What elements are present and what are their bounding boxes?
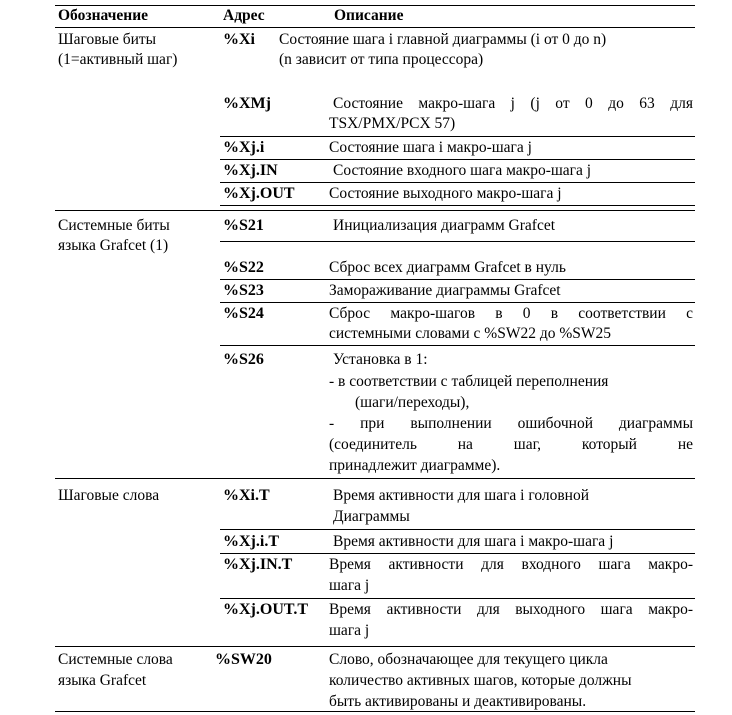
rule-group bbox=[55, 210, 695, 211]
rule bbox=[220, 241, 695, 242]
description-cell: Сброс макро-шагов в 0 в соответствии с bbox=[329, 305, 693, 322]
description-cell: Время активности для шага i макро-шага j bbox=[333, 533, 614, 550]
description-cell: Время активности для выходного шага макро- bbox=[329, 601, 693, 618]
group-label: (1=активный шаг) bbox=[58, 51, 178, 68]
rule-group bbox=[55, 646, 695, 647]
rule bbox=[220, 302, 695, 303]
description-cell: Сброс всех диаграмм Grafcet в нуль bbox=[329, 259, 566, 276]
address-cell: %Xj.i.T bbox=[223, 533, 279, 550]
rule bbox=[220, 159, 695, 160]
rule bbox=[220, 598, 695, 599]
address-cell: %S21 bbox=[223, 217, 264, 234]
address-cell: %S23 bbox=[223, 282, 264, 299]
description-cell: шага j bbox=[329, 622, 370, 639]
address-cell: %Xj.IN.T bbox=[223, 556, 293, 573]
group-label: Системные слова bbox=[58, 651, 173, 668]
header-description: Описание bbox=[334, 7, 404, 24]
description-cell: Время активности для шага i головной bbox=[333, 487, 590, 504]
description-cell: Диаграммы bbox=[333, 508, 410, 525]
description-cell: (соединитель на шаг, который не bbox=[329, 436, 693, 453]
rule bbox=[220, 136, 695, 137]
rule-group bbox=[55, 478, 695, 479]
description-cell: Инициализация диаграмм Grafcet bbox=[333, 217, 556, 234]
description-cell: TSX/PMX/PCX 57) bbox=[329, 115, 456, 132]
description-cell: Замораживание диаграммы Grafcet bbox=[329, 282, 561, 299]
description-cell: (шаги/переходы), bbox=[355, 394, 470, 411]
address-cell: %S24 bbox=[223, 305, 264, 322]
rule bbox=[220, 279, 695, 280]
rule-header bbox=[55, 27, 695, 28]
address-cell: %S26 bbox=[223, 351, 264, 368]
description-cell: Состояние макро-шага j (j от 0 до 63 для bbox=[333, 95, 693, 112]
description-cell: Состояние входного шага макро-шага j bbox=[333, 162, 592, 179]
rule bbox=[220, 345, 695, 346]
address-cell: %SW20 bbox=[215, 651, 272, 668]
address-cell: %Xj.OUT bbox=[223, 185, 295, 202]
address-cell: %Xj.IN bbox=[223, 162, 278, 179]
rule bbox=[220, 205, 695, 206]
description-cell: Состояние шага i макро-шага j bbox=[329, 139, 532, 156]
address-cell: %Xi bbox=[223, 31, 255, 48]
address-cell: %S22 bbox=[223, 259, 264, 276]
description-cell: Слово, обозначающее для текущего цикла bbox=[329, 651, 608, 668]
address-cell: %Xi.T bbox=[223, 487, 270, 504]
description-cell: Установка в 1: bbox=[333, 351, 428, 368]
group-label: Шаговые биты bbox=[58, 31, 157, 48]
description-cell: шага j bbox=[329, 577, 370, 594]
description-cell: быть активированы и деактивированы. bbox=[329, 693, 587, 710]
group-label: языка Grafcet (1) bbox=[58, 237, 169, 254]
address-cell: %Xj.OUT.T bbox=[223, 601, 309, 618]
description-cell: принадлежит диаграмме). bbox=[329, 457, 501, 474]
address-cell: %XMj bbox=[223, 95, 271, 112]
description-cell: количество активных шагов, которые должны bbox=[329, 672, 632, 689]
address-cell: %Xj.i bbox=[223, 139, 265, 156]
rule bbox=[220, 529, 695, 530]
description-cell: Состояние выходного макро-шага j bbox=[329, 185, 562, 202]
group-label: языка Grafcet bbox=[58, 672, 147, 689]
group-label: Шаговые слова bbox=[58, 487, 160, 504]
rule bbox=[220, 553, 695, 554]
description-cell: (n зависит от типа процессора) bbox=[279, 51, 484, 68]
group-label: Системные биты bbox=[58, 217, 170, 234]
header-designation: Обозначение bbox=[58, 7, 149, 24]
rule bbox=[220, 182, 695, 183]
header-address: Адрес bbox=[223, 7, 265, 24]
description-cell: системными словами с %SW22 до %SW25 bbox=[329, 325, 612, 342]
description-cell: - в соответствии с таблицей переполнения bbox=[329, 373, 609, 390]
description-cell: - при выполнении ошибочной диаграммы bbox=[329, 415, 693, 432]
description-cell: Время активности для входного шага макро- bbox=[329, 556, 693, 573]
description-cell: Состояние шага i главной диаграммы (i от 0 до n) bbox=[279, 31, 607, 48]
